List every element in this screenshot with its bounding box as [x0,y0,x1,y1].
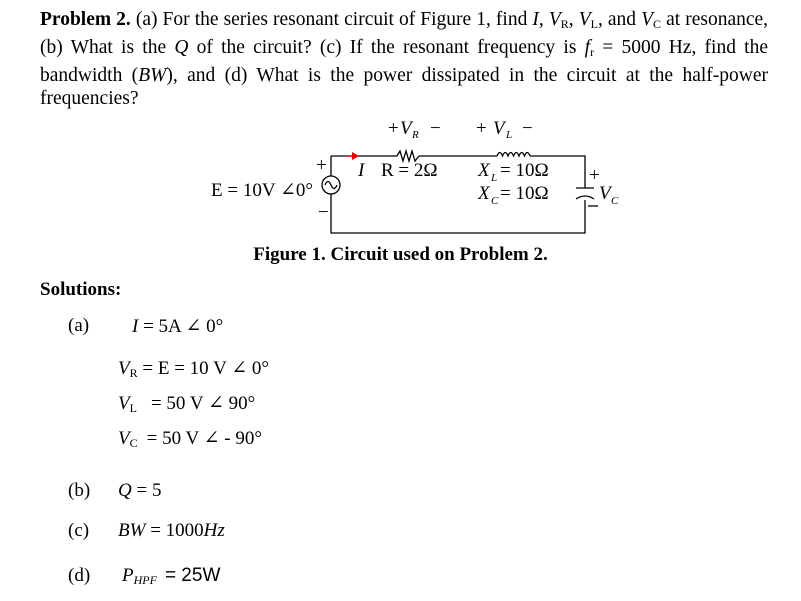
solution-a-vc [118,427,262,451]
solution-a-current [132,315,223,338]
sub-c: C [653,17,662,31]
value: = E = 10 V ∠ 0° [137,358,269,379]
problem-text: ), and (d) What is the power dissipated in the circuit at the half-power frequencies? [40,65,768,109]
vr-minus: − [430,118,441,139]
sub-r-freq: r [590,45,595,59]
problem-text: = 5000 Hz, find the bandwidth ( [40,37,769,86]
var-vl: V [578,9,591,30]
var-p: P [122,565,134,586]
value: = 50 V ∠ - 90° [146,428,262,449]
solution-c-bw [118,520,225,542]
value: = 1000 [145,520,204,541]
capacitor-value: = 10Ω [500,183,549,204]
solution-d-label: (d) [68,565,91,586]
problem-text: at resonance, (b) What is the [40,9,769,58]
vr-plus: + [388,118,399,139]
var-bw: BW [138,65,167,86]
inductor-value: = 10Ω [500,160,549,181]
problem-text: of the circuit? (c) If the resonant frequency is [188,37,585,58]
vl-label: V [493,118,505,139]
var-bw: BW [118,520,146,541]
unit-hz: Hz [203,520,225,541]
source-plus: + [316,155,327,176]
vc-label: V [599,183,611,204]
solution-d-power [122,565,220,588]
value: = 5 [131,480,162,501]
vc-plus: + [589,165,600,186]
solution-a-vr [118,357,269,381]
solution-b-label: (b) [68,480,91,501]
sub-r: R [129,366,138,380]
value: = 5A ∠ 0° [138,316,224,337]
capacitor-symbol [576,186,594,199]
inductor-symbol [497,153,530,157]
var-q: Q [118,480,132,501]
var-vr: V [118,358,130,379]
sub-r: R [560,17,569,31]
var-f: f [584,37,591,58]
var-i: I [132,316,139,337]
problem-text: , [538,9,549,30]
solution-b-q [118,480,161,502]
value: = 50 V ∠ 90° [150,393,256,414]
current-label: I [358,160,365,181]
current-arrow [346,152,359,160]
sub-l: L [129,401,137,415]
problem-text: , and [597,9,642,30]
vr-sub: R [412,129,419,141]
var-q: Q [174,37,189,58]
problem-heading: Problem 2. [40,9,131,30]
vr-label: V [400,118,412,139]
value: = 25W [164,565,221,586]
solutions-heading: Solutions: [40,279,122,300]
vc-sub: C [611,195,619,207]
resistor-label: R = 2Ω [381,160,438,181]
var-vl: V [118,393,130,414]
var-i: I [532,9,539,30]
solution-c-label: (c) [68,520,90,541]
source-label: E = 10V ∠0° [211,180,313,201]
var-vc: V [641,9,654,30]
solution-a-vl [118,392,255,416]
source-minus: − [318,202,329,223]
solution-a-label: (a) [68,315,90,336]
inductor-sub: L [491,172,498,184]
capacitor-sub: C [491,195,499,207]
sub-hpf: HPF [133,573,157,587]
problem-text: (a) For the series resonant circuit of Figure 1, find [130,9,533,30]
vl-sub: L [506,129,513,141]
caption-text: Figure 1. Circuit used on Problem 2. [253,244,548,265]
var-vr: V [548,9,561,30]
capacitor-label: X [478,183,490,204]
vl-plus: + [476,118,487,139]
sub-l: L [590,17,598,31]
problem-text: , [568,9,579,30]
inductor-label: X [478,160,490,181]
figure-caption [0,244,801,266]
var-vc: V [118,428,130,449]
ac-source-icon [322,176,340,194]
sub-c: C [129,436,138,450]
vl-minus: − [522,118,533,139]
